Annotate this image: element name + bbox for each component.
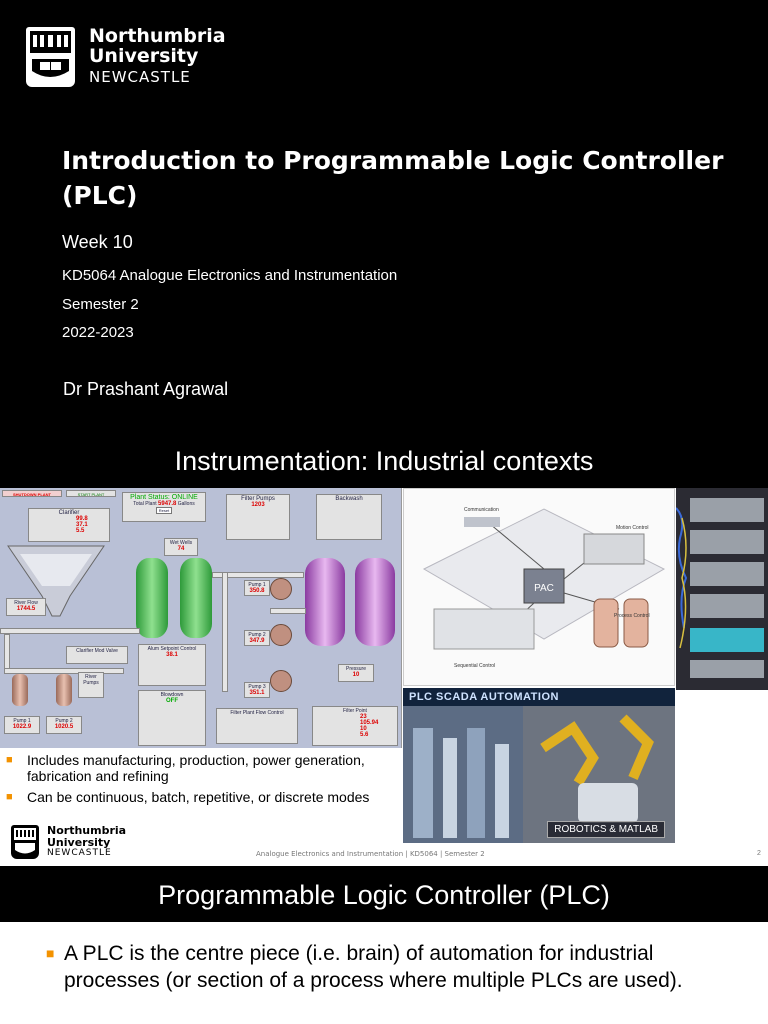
title-slide [0, 0, 768, 432]
square-bullet-icon: ■ [6, 791, 13, 803]
list-item: ■ A PLC is the centre piece (i.e. brain) of automation for industrial processes (or section of a process where multiple PLCs are used). [46, 942, 683, 992]
university-crest-icon [26, 27, 75, 87]
logo-line-2: University [47, 835, 111, 849]
square-bullet-icon: ■ [46, 945, 55, 961]
river-pump-1-panel: Pump 1 1022.9 [4, 716, 40, 734]
slide-title: Programmable Logic Controller (PLC) [0, 866, 768, 922]
clarifier-panel: Clarifier 99.8 37.1 5.5 [28, 508, 110, 542]
backwash-panel: Backwash [316, 494, 382, 540]
river-pump-2-panel: Pump 2 1020.5 [46, 716, 82, 734]
communication-label: Communication [464, 507, 499, 513]
motion-control-label: Motion Control [616, 525, 649, 531]
plc-rack-photo [676, 488, 768, 690]
context-bullet-list [6, 752, 401, 810]
filter-pumps-panel: Filter Pumps 1203 [226, 494, 290, 540]
sequential-control-label: Sequential Control [454, 663, 496, 669]
university-logo [26, 27, 226, 87]
university-logo-small [11, 825, 126, 859]
pump-2-panel: Pump 2 347.9 [244, 630, 270, 646]
slide-title: Instrumentation: Industrial contexts [0, 432, 768, 488]
semester-label: Semester 2 [62, 296, 139, 313]
river-pumps-panel: River Pumps [78, 672, 104, 698]
list-item: ■ Can be continuous, batch, repetitive, or discrete modes [6, 789, 370, 805]
logo-line-3: NEWCASTLE [47, 848, 112, 859]
pressure-panel: Pressure 10 [338, 664, 374, 682]
blowdown-panel: Blowdown OFF [138, 690, 206, 746]
logo-line-2: University [89, 44, 199, 67]
industrial-contexts-slide [0, 432, 768, 864]
course-label: KD5064 Analogue Electronics and Instrumentation [62, 267, 398, 284]
logo-line-3: NEWCASTLE [89, 67, 191, 86]
square-bullet-icon: ■ [6, 754, 13, 766]
logo-line-1: Northumbria [89, 25, 226, 47]
presentation-title: Introduction to Programmable Logic Controller (PLC) [62, 146, 724, 210]
filter-flow-panel: Filter Plant Flow Control [216, 708, 298, 744]
slide-footer: Analogue Electronics and Instrumentation | KD5064 | Semester 2 [256, 850, 485, 858]
start-plant-button: START PLANT [66, 490, 116, 497]
year-label: 2022-2023 [62, 324, 134, 341]
robotics-matlab-label: ROBOTICS & MATLAB [547, 821, 665, 838]
pac-label: PAC [534, 583, 554, 594]
clarifier-mod-valve-panel: Clarifier Mod Valve [66, 646, 128, 664]
university-crest-icon [11, 825, 39, 859]
filter-point-panel: Filter Point 23 105.94 10 5.6 [312, 706, 398, 746]
pump-1-panel: Pump 1 350.8 [244, 580, 270, 596]
river-flow-panel: River Flow 1744.5 [6, 598, 46, 616]
plc-definition-slide [0, 866, 768, 1024]
plc-scada-banner: PLC SCADA AUTOMATION [403, 688, 675, 706]
wet-wells-panel: Wet Wells 74 [164, 538, 198, 556]
robotics-automation-photo [403, 688, 675, 843]
page-number: 2 [757, 850, 761, 857]
pac-control-diagram-image [403, 488, 675, 686]
scada-water-plant-image [0, 488, 402, 748]
process-control-label: Process Control [614, 613, 650, 619]
logo-line-1: Northumbria [47, 824, 127, 837]
list-item: ■ Includes manufacturing, production, power generation, fabrication and refining [6, 752, 365, 784]
pump-3-panel: Pump 3 351.1 [244, 682, 270, 698]
week-label: Week 10 [62, 232, 133, 252]
author-name: Dr Prashant Agrawal [63, 379, 229, 399]
plant-status-panel: Plant Status: ONLINE Total Plant 5947.8 Gallons Reset [122, 492, 206, 522]
alum-setpoint-panel: Alum Setpoint Control 38.1 [138, 644, 206, 686]
shutdown-plant-button: SHUTDOWN PLANT [2, 490, 62, 497]
